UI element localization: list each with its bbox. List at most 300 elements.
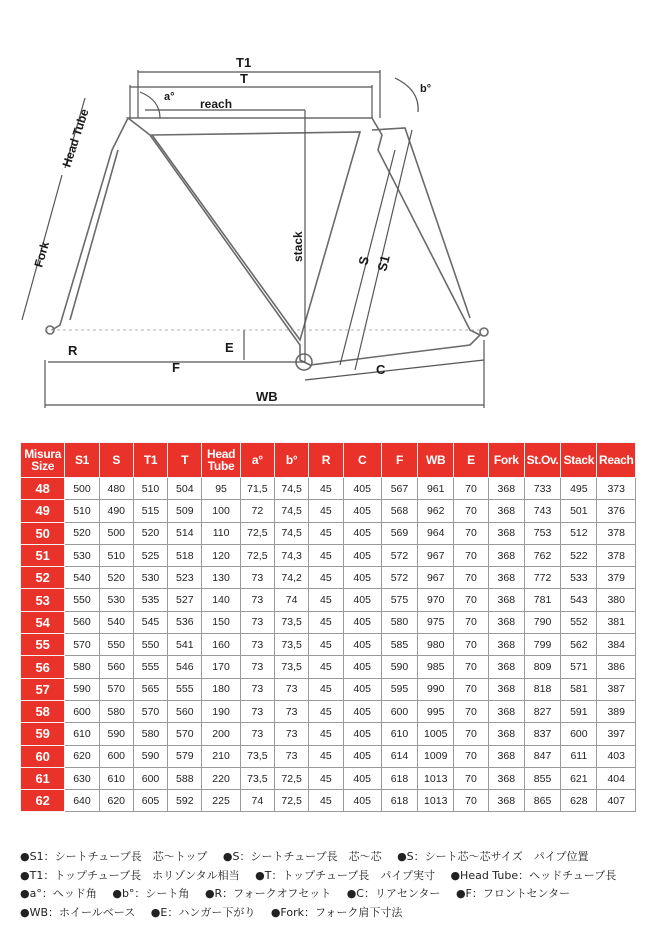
table-cell: 567: [381, 478, 417, 500]
table-cell: 70: [454, 678, 488, 700]
legend-item: ●a°：ヘッド角: [20, 887, 97, 900]
table-cell: 45: [309, 723, 343, 745]
table-row: [21, 611, 636, 633]
table-cell: 540: [65, 567, 99, 589]
table-row: [21, 500, 636, 522]
table-cell: 405: [343, 567, 381, 589]
table-cell: 160: [202, 634, 240, 656]
table-cell: 590: [65, 678, 99, 700]
table-cell: 600: [381, 700, 417, 722]
table-cell: 210: [202, 745, 240, 767]
table-cell: 550: [65, 589, 99, 611]
table-cell: 818: [524, 678, 560, 700]
table-cell: 368: [488, 656, 524, 678]
legend-item: ●S：シート芯〜芯サイズ パイプ位置: [397, 850, 589, 863]
table-cell: 590: [99, 723, 133, 745]
table-cell: 495: [561, 478, 597, 500]
table-cell: 405: [343, 767, 381, 789]
table-cell: 386: [597, 656, 636, 678]
table-cell: 73,5: [274, 611, 308, 633]
table-cell: 809: [524, 656, 560, 678]
size-cell: 61: [21, 767, 65, 789]
table-cell: 1013: [418, 790, 454, 812]
table-cell: 378: [597, 544, 636, 566]
column-header: C: [343, 443, 381, 478]
table-cell: 373: [597, 478, 636, 500]
table-cell: 368: [488, 723, 524, 745]
table-cell: 405: [343, 478, 381, 500]
table-cell: 562: [561, 634, 597, 656]
table-cell: 405: [343, 656, 381, 678]
column-header: Fork: [488, 443, 524, 478]
table-cell: 570: [133, 700, 167, 722]
table-cell: 70: [454, 522, 488, 544]
table-cell: 600: [65, 700, 99, 722]
table-cell: 964: [418, 522, 454, 544]
table-cell: 571: [561, 656, 597, 678]
table-cell: 504: [168, 478, 202, 500]
table-cell: 74: [240, 790, 274, 812]
table-row: [21, 478, 636, 500]
table-cell: 72,5: [240, 522, 274, 544]
table-cell: 73: [240, 634, 274, 656]
table-cell: 74,5: [274, 500, 308, 522]
table-cell: 368: [488, 544, 524, 566]
table-cell: 70: [454, 745, 488, 767]
table-cell: 618: [381, 790, 417, 812]
table-cell: 591: [561, 700, 597, 722]
size-cell: 55: [21, 634, 65, 656]
table-cell: 73: [240, 678, 274, 700]
legend-item: ●b°：シート角: [112, 887, 190, 900]
table-cell: 405: [343, 589, 381, 611]
table-cell: 73: [240, 567, 274, 589]
table-cell: 975: [418, 611, 454, 633]
table-row: [21, 634, 636, 656]
size-cell: 58: [21, 700, 65, 722]
table-cell: 799: [524, 634, 560, 656]
geometry-table-container: [20, 442, 636, 812]
table-cell: 71,5: [240, 478, 274, 500]
table-cell: 74: [274, 589, 308, 611]
table-cell: 368: [488, 589, 524, 611]
table-cell: 45: [309, 678, 343, 700]
size-cell: 54: [21, 611, 65, 633]
table-cell: 530: [133, 567, 167, 589]
table-cell: 570: [65, 634, 99, 656]
table-cell: 405: [343, 522, 381, 544]
table-cell: 45: [309, 522, 343, 544]
table-cell: 501: [561, 500, 597, 522]
table-cell: 73,5: [240, 767, 274, 789]
column-header: Stack: [561, 443, 597, 478]
table-cell: 533: [561, 567, 597, 589]
table-cell: 581: [561, 678, 597, 700]
table-cell: 45: [309, 478, 343, 500]
table-cell: 575: [381, 589, 417, 611]
table-cell: 73: [274, 700, 308, 722]
table-cell: 95: [202, 478, 240, 500]
table-cell: 514: [168, 522, 202, 544]
table-cell: 790: [524, 611, 560, 633]
table-cell: 590: [381, 656, 417, 678]
table-cell: 855: [524, 767, 560, 789]
table-cell: 565: [133, 678, 167, 700]
table-cell: 618: [381, 767, 417, 789]
table-cell: 407: [597, 790, 636, 812]
table-cell: 610: [65, 723, 99, 745]
column-header: a°: [240, 443, 274, 478]
table-cell: 570: [99, 678, 133, 700]
table-cell: 628: [561, 790, 597, 812]
label-head-tube: Head Tube: [59, 107, 92, 169]
table-cell: 500: [65, 478, 99, 500]
legend-item: ●R：フォークオフセット: [204, 887, 332, 900]
table-cell: 130: [202, 567, 240, 589]
table-cell: 610: [381, 723, 417, 745]
table-cell: 74,3: [274, 544, 308, 566]
table-cell: 73,5: [240, 745, 274, 767]
table-cell: 70: [454, 589, 488, 611]
table-cell: 73: [240, 611, 274, 633]
table-cell: 827: [524, 700, 560, 722]
legend-item: ●T1：トップチューブ長 ホリゾンタル相当: [20, 868, 240, 882]
table-cell: 560: [168, 700, 202, 722]
column-header: T: [168, 443, 202, 478]
table-cell: 225: [202, 790, 240, 812]
table-cell: 543: [561, 589, 597, 611]
table-cell: 200: [202, 723, 240, 745]
table-cell: 70: [454, 611, 488, 633]
table-cell: 480: [99, 478, 133, 500]
legend-item: ●Head Tube：ヘッドチューブ長: [450, 868, 617, 882]
table-cell: 610: [99, 767, 133, 789]
table-cell: 70: [454, 634, 488, 656]
table-cell: 70: [454, 723, 488, 745]
table-cell: 500: [99, 522, 133, 544]
label-e: E: [225, 340, 234, 355]
table-cell: 995: [418, 700, 454, 722]
table-cell: 70: [454, 544, 488, 566]
label-b-angle: b°: [420, 83, 432, 95]
table-row: [21, 522, 636, 544]
column-header: S1: [65, 443, 99, 478]
table-cell: 560: [99, 656, 133, 678]
table-cell: 74,2: [274, 567, 308, 589]
size-cell: 51: [21, 544, 65, 566]
table-cell: 180: [202, 678, 240, 700]
table-cell: 70: [454, 790, 488, 812]
table-cell: 45: [309, 767, 343, 789]
table-cell: 620: [99, 790, 133, 812]
table-cell: 580: [133, 723, 167, 745]
table-cell: 45: [309, 634, 343, 656]
table-cell: 510: [65, 500, 99, 522]
size-cell: 49: [21, 500, 65, 522]
table-cell: 368: [488, 567, 524, 589]
label-wb: WB: [256, 389, 278, 404]
table-cell: 405: [343, 678, 381, 700]
table-cell: 600: [99, 745, 133, 767]
table-cell: 781: [524, 589, 560, 611]
table-cell: 772: [524, 567, 560, 589]
table-cell: 45: [309, 745, 343, 767]
table-cell: 530: [99, 589, 133, 611]
legend-item: ●T：トップチューブ長 パイプ実寸: [255, 868, 435, 882]
size-cell: 52: [21, 567, 65, 589]
table-cell: 847: [524, 745, 560, 767]
table-cell: 595: [381, 678, 417, 700]
size-cell: 57: [21, 678, 65, 700]
label-c: C: [376, 362, 386, 377]
table-row: [21, 700, 636, 722]
table-row: [21, 678, 636, 700]
table-cell: 72: [240, 500, 274, 522]
table-cell: 403: [597, 745, 636, 767]
table-cell: 837: [524, 723, 560, 745]
table-cell: 985: [418, 656, 454, 678]
table-cell: 73: [240, 656, 274, 678]
table-cell: 733: [524, 478, 560, 500]
table-cell: 580: [99, 700, 133, 722]
column-header: b°: [274, 443, 308, 478]
table-cell: 405: [343, 611, 381, 633]
table-cell: 555: [133, 656, 167, 678]
table-row: [21, 544, 636, 566]
table-cell: 588: [168, 767, 202, 789]
table-cell: 592: [168, 790, 202, 812]
label-t1: T1: [236, 55, 252, 70]
table-cell: 550: [133, 634, 167, 656]
legend-item: ●Fork：フォーク肩下寸法: [270, 905, 403, 919]
table-cell: 378: [597, 522, 636, 544]
legend-item: ●F：フロントセンター: [455, 887, 571, 900]
table-row: [21, 723, 636, 745]
table-cell: 520: [133, 522, 167, 544]
table-cell: 490: [99, 500, 133, 522]
table-cell: 387: [597, 678, 636, 700]
table-cell: 580: [381, 611, 417, 633]
table-cell: 405: [343, 723, 381, 745]
table-cell: 368: [488, 678, 524, 700]
table-cell: 150: [202, 611, 240, 633]
table-cell: 967: [418, 544, 454, 566]
table-cell: 753: [524, 522, 560, 544]
table-cell: 368: [488, 500, 524, 522]
table-cell: 967: [418, 567, 454, 589]
size-cell: 59: [21, 723, 65, 745]
table-row: [21, 656, 636, 678]
table-cell: 569: [381, 522, 417, 544]
table-cell: 961: [418, 478, 454, 500]
table-cell: 73,5: [274, 656, 308, 678]
table-cell: 376: [597, 500, 636, 522]
table-cell: 70: [454, 500, 488, 522]
table-row: [21, 745, 636, 767]
table-cell: 630: [65, 767, 99, 789]
table-cell: 45: [309, 790, 343, 812]
size-cell: 56: [21, 656, 65, 678]
table-cell: 45: [309, 611, 343, 633]
table-cell: 512: [561, 522, 597, 544]
column-header: E: [454, 443, 488, 478]
table-cell: 73: [240, 723, 274, 745]
table-cell: 572: [381, 567, 417, 589]
table-cell: 368: [488, 767, 524, 789]
column-header: S: [99, 443, 133, 478]
table-cell: 368: [488, 745, 524, 767]
table-cell: 540: [99, 611, 133, 633]
table-cell: 545: [133, 611, 167, 633]
table-cell: 73,5: [274, 634, 308, 656]
table-row: [21, 567, 636, 589]
table-cell: 590: [133, 745, 167, 767]
table-cell: 515: [133, 500, 167, 522]
label-f: F: [172, 360, 180, 375]
table-cell: 190: [202, 700, 240, 722]
table-cell: 580: [65, 656, 99, 678]
table-cell: 762: [524, 544, 560, 566]
table-cell: 73: [240, 700, 274, 722]
table-cell: 865: [524, 790, 560, 812]
table-cell: 962: [418, 500, 454, 522]
column-header: R: [309, 443, 343, 478]
table-cell: 405: [343, 634, 381, 656]
geometry-table: [20, 442, 636, 812]
frame-geometry-diagram: [0, 0, 647, 430]
table-cell: 522: [561, 544, 597, 566]
table-cell: 1009: [418, 745, 454, 767]
legend-item: ●E：ハンガー下がり: [150, 905, 256, 919]
label-a-angle: a°: [164, 91, 175, 103]
size-cell: 62: [21, 790, 65, 812]
table-cell: 70: [454, 700, 488, 722]
bike-frame-outline: [46, 118, 488, 370]
table-cell: 520: [65, 522, 99, 544]
table-cell: 621: [561, 767, 597, 789]
table-cell: 45: [309, 500, 343, 522]
table-cell: 546: [168, 656, 202, 678]
table-cell: 74,5: [274, 478, 308, 500]
table-cell: 552: [561, 611, 597, 633]
table-cell: 45: [309, 700, 343, 722]
legend-item: ●C：リアセンター: [346, 887, 441, 900]
label-s1: S1: [374, 253, 393, 273]
column-header: Head Tube: [202, 443, 240, 478]
column-header: St.Ov.: [524, 443, 560, 478]
table-cell: 620: [65, 745, 99, 767]
column-header: T1: [133, 443, 167, 478]
table-cell: 72,5: [240, 544, 274, 566]
table-cell: 120: [202, 544, 240, 566]
label-fork: Fork: [31, 239, 53, 269]
table-cell: 1005: [418, 723, 454, 745]
table-cell: 743: [524, 500, 560, 522]
table-cell: 397: [597, 723, 636, 745]
table-cell: 74,5: [274, 522, 308, 544]
table-cell: 110: [202, 522, 240, 544]
table-cell: 520: [99, 567, 133, 589]
table-row: [21, 589, 636, 611]
table-cell: 45: [309, 589, 343, 611]
table-cell: 405: [343, 790, 381, 812]
table-cell: 510: [133, 478, 167, 500]
label-reach: reach: [200, 97, 233, 111]
table-cell: 614: [381, 745, 417, 767]
table-cell: 535: [133, 589, 167, 611]
table-cell: 379: [597, 567, 636, 589]
table-cell: 605: [133, 790, 167, 812]
table-cell: 541: [168, 634, 202, 656]
table-cell: 73: [240, 589, 274, 611]
table-cell: 70: [454, 767, 488, 789]
label-r: R: [68, 343, 78, 358]
label-t: T: [240, 71, 248, 86]
table-cell: 170: [202, 656, 240, 678]
table-cell: 70: [454, 478, 488, 500]
column-header: F: [381, 443, 417, 478]
table-cell: 73: [274, 723, 308, 745]
table-row: [21, 790, 636, 812]
table-cell: 405: [343, 745, 381, 767]
table-cell: 368: [488, 478, 524, 500]
table-cell: 70: [454, 567, 488, 589]
table-cell: 70: [454, 656, 488, 678]
table-cell: 536: [168, 611, 202, 633]
table-cell: 570: [168, 723, 202, 745]
table-cell: 510: [99, 544, 133, 566]
table-cell: 45: [309, 656, 343, 678]
table-cell: 73: [274, 678, 308, 700]
table-cell: 368: [488, 700, 524, 722]
table-cell: 555: [168, 678, 202, 700]
size-cell: 48: [21, 478, 65, 500]
table-cell: 100: [202, 500, 240, 522]
table-cell: 509: [168, 500, 202, 522]
label-stack: stack: [291, 231, 305, 262]
table-cell: 45: [309, 567, 343, 589]
table-cell: 518: [168, 544, 202, 566]
column-header: Misura Size: [21, 443, 65, 478]
table-cell: 525: [133, 544, 167, 566]
table-cell: 368: [488, 611, 524, 633]
table-cell: 600: [133, 767, 167, 789]
table-cell: 404: [597, 767, 636, 789]
column-header: Reach: [597, 443, 636, 478]
table-cell: 405: [343, 500, 381, 522]
table-cell: 72,5: [274, 767, 308, 789]
table-cell: 405: [343, 544, 381, 566]
table-cell: 73: [274, 745, 308, 767]
table-cell: 405: [343, 700, 381, 722]
table-cell: 579: [168, 745, 202, 767]
table-cell: 530: [65, 544, 99, 566]
table-cell: 368: [488, 634, 524, 656]
legend-item: ●WB：ホイールベース: [20, 905, 136, 919]
table-cell: 560: [65, 611, 99, 633]
table-cell: 72,5: [274, 790, 308, 812]
table-cell: 380: [597, 589, 636, 611]
legend-item: ●S：シートチューブ長 芯〜芯: [222, 850, 382, 863]
table-cell: 990: [418, 678, 454, 700]
table-cell: 600: [561, 723, 597, 745]
table-cell: 389: [597, 700, 636, 722]
table-cell: 523: [168, 567, 202, 589]
table-cell: 45: [309, 544, 343, 566]
legend: [20, 848, 636, 922]
table-cell: 568: [381, 500, 417, 522]
table-cell: 384: [597, 634, 636, 656]
